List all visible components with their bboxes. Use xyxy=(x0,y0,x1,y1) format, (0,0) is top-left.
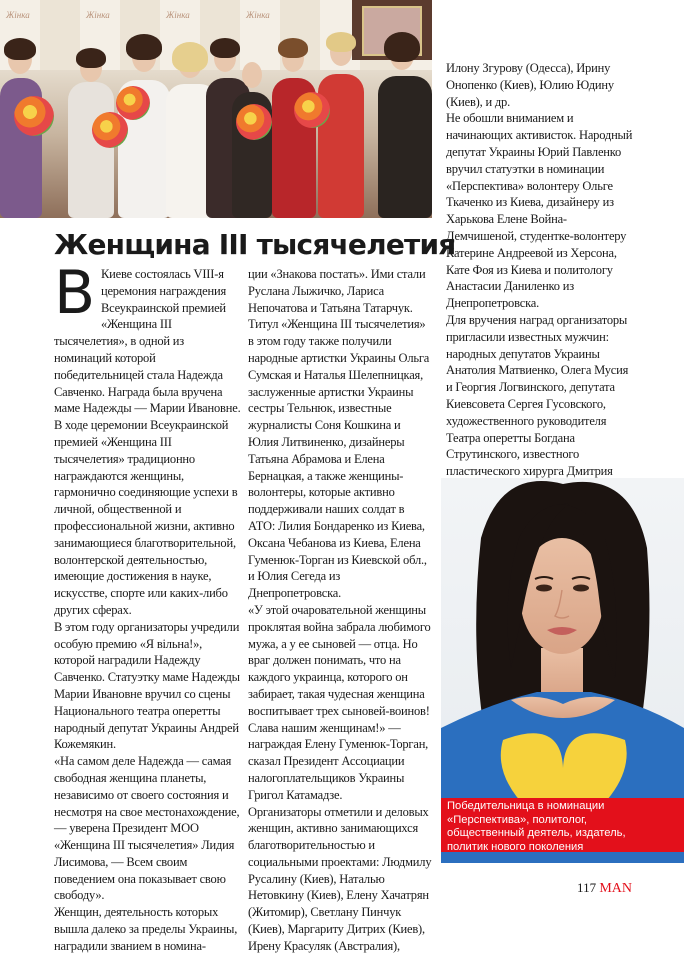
paragraph: ции «Знакова постать». Ими стали Руслана Лыжичко, Лариса Непочатова и Татьяна Татарчук. xyxy=(248,267,426,315)
paragraph: В этом году организаторы учредили особую премию «Я вільна!», которой наградили Надежду Савченко. Статуэтку маме Надежды Марии Ивановне вручил со сцены Национального театра оперетты народный депутат Украины Андрей Кожемякин. xyxy=(54,619,240,752)
photo-caption xyxy=(441,798,684,852)
paragraph: Илону Згурову (Одесса), Ирину Онопенко (Киев), Юлию Юдину (Киев), и др. xyxy=(446,61,614,109)
flower-bouquet xyxy=(92,112,128,148)
press-wall-logo: Жінка xyxy=(6,10,30,20)
article-column-3 xyxy=(446,60,636,530)
paragraph: Для вручения наград организаторы пригласили известных мужчин: народных депутатов Украины Анатолия Матвиенко, Олега Мусия и Георгия Логвинского, депутата Киевсовета Сергея Гусовского, художественного руководителя Театра оперетты Богдана Струтинского, известного пластического хирурга Дмитрия xyxy=(446,312,629,479)
article-column-1 xyxy=(54,258,242,955)
paragraph: Женщин, деятельность которых вышла далеко за пределы Украины, наградили званием в номина- xyxy=(54,905,238,953)
caption-line: «Перспектива», политолог, xyxy=(447,813,587,826)
article-column-2 xyxy=(248,266,432,955)
drop-cap: В xyxy=(54,258,95,328)
paragraph: В ходе церемонии Всеукраинской премией «Женщина III тысячелетия» традиционно награждаются женщины, гармонично соединяющие успехи в личной, общественной и профессиональной жизни, активно занимающиеся благотворительной, волонтерской деятельностью, имеющие достижения в науке, искусстве, спорте или каких-либо других сферах. xyxy=(54,418,238,617)
flower-bouquet xyxy=(236,104,272,140)
flower-bouquet xyxy=(14,96,54,136)
paragraph: Титул «Женщина III тысячелетия» в этом году также получили народные артистки Украины Ольга Сумская и Наталья Шелепницкая, заслуженные артистки Украины сестры Тельнюк, известные журналисты Соня Кошкина и Юлия Литвиненко, дизайнеры Татьяна Абрамова и Елена Бернацкая, а также женщины-волонтеры, которые активно поддерживали наших солдат в АТО: Лилия Бондаренко из Киева, Оксана Чебанова из Киева, Елена Гуменюк-Торган из Киевской обл., и Юлия Сегеда из Днепропетровска. xyxy=(248,317,430,601)
caption-line: Победительница в номинации xyxy=(447,800,605,812)
group-photo xyxy=(0,0,432,218)
press-wall-logo: Жінка xyxy=(166,10,190,20)
paragraph: Киеве состоялась VIII-я церемония награждения Всеукраинской премией «Женщина III тысячелетия», в одной из номинаций которой победительницей стала Надежда Савченко. Награда была вручена маме Надежды — Марии Ивановне. xyxy=(54,267,241,416)
press-wall-logo: Жінка xyxy=(86,10,110,20)
paragraph: «На самом деле Надежда — самая свободная женщина планеты, независимо от своего состояния и несмотря на свое местонахождение, — уверена Президент МОО «Женщина III тысячелетия» Лидия Лисимова, — Всем своим поведением она показывает свою свободу». xyxy=(54,754,240,903)
page-number: 117 xyxy=(577,880,597,895)
paragraph: Организаторы отметили и деловых женщин, активно занимающихся благотворительностью и социальными проектами: Людмилу Русалину (Киев), Наталью Нетовкину (Киев), Елену Хачатрян (Житомир), Светлану Пинчук (Киев), Маргариту Дитрих (Киев), Ирену Красуляк (Австралия), xyxy=(248,804,432,953)
caption-line: политик нового поколения xyxy=(447,840,584,853)
paragraph: Не обошли вниманием и начинающих активисток. Народный депутат Украины Юрий Павленко вручил статуэтки в номинации «Перспектива» волонтеру Ольге Ткаченко из Киева, дизайнеру из Харькова Елене Война-Демчишеной, студентке-волонтеру Катерине Андреевой из Херсона, Кате Фоя из Киева и политологу Анастасии Даниленко из Днепропетровска. xyxy=(446,111,633,311)
caption-line: общественный деятель, издатель, xyxy=(447,827,626,840)
article-title: Женщина III тысячелетия xyxy=(54,228,456,261)
magazine-name: MAN xyxy=(599,881,632,896)
flower-bouquet xyxy=(116,86,150,120)
flower-bouquet xyxy=(294,92,330,128)
page-footer xyxy=(577,880,632,897)
paragraph: «У этой очаровательной женщины проклятая война забрала любимого мужа, а у ее сыновей — отца. Но враг должен понимать, что на каждого украинца, которого он забирает, такая чудесная женщина воспитывает трех сыновей-воинов! Слава нашим женщинам!» — награждая Елену Гуменюк-Торган, сказал Президент Ассоциации налогоплательщиков Украины Григол Катамадзе. xyxy=(248,602,431,802)
press-wall-logo: Жінка xyxy=(246,10,270,20)
